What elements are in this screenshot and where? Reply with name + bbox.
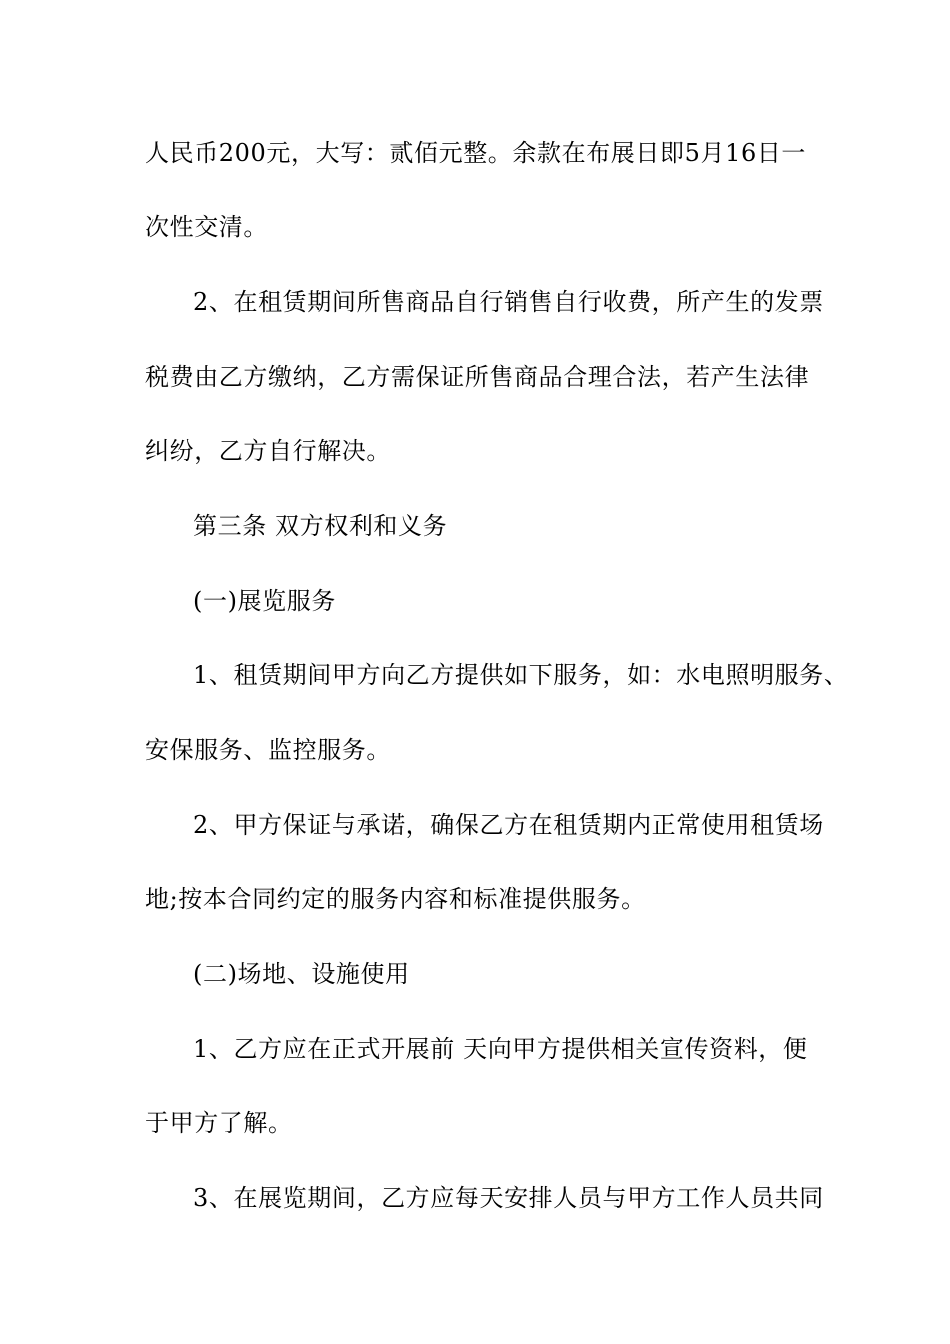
text-line: 3、在展览期间，乙方应每天安排人员与甲方工作人员共同 bbox=[193, 1184, 824, 1212]
subsection-heading: (一)展览服务 bbox=[193, 587, 336, 615]
subsection-heading: (二)场地、设施使用 bbox=[193, 960, 410, 988]
text-line: 2、在租赁期间所售商品自行销售自行收费，所产生的发票 bbox=[193, 288, 824, 316]
text-line: 2、甲方保证与承诺，确保乙方在租赁期内正常使用租赁场 bbox=[193, 811, 824, 839]
section-heading: 第三条 双方权利和义务 bbox=[193, 512, 448, 540]
text-line: 纠纷，乙方自行解决。 bbox=[145, 437, 391, 465]
text-line: 次性交清。 bbox=[145, 213, 268, 241]
text-line: 1、租赁期间甲方向乙方提供如下服务，如：水电照明服务、 bbox=[193, 661, 849, 689]
text-line: 于甲方了解。 bbox=[145, 1109, 293, 1137]
text-line: 1、乙方应在正式开展前 天向甲方提供相关宣传资料，便 bbox=[193, 1035, 808, 1063]
text-line: 地;按本合同约定的服务内容和标准提供服务。 bbox=[145, 885, 646, 913]
text-line: 安保服务、监控服务。 bbox=[145, 736, 391, 764]
text-line: 人民币200元，大写：贰佰元整。余款在布展日即5月16日一 bbox=[145, 139, 807, 167]
text-line: 税费由乙方缴纳，乙方需保证所售商品合理合法，若产生法律 bbox=[145, 363, 810, 391]
